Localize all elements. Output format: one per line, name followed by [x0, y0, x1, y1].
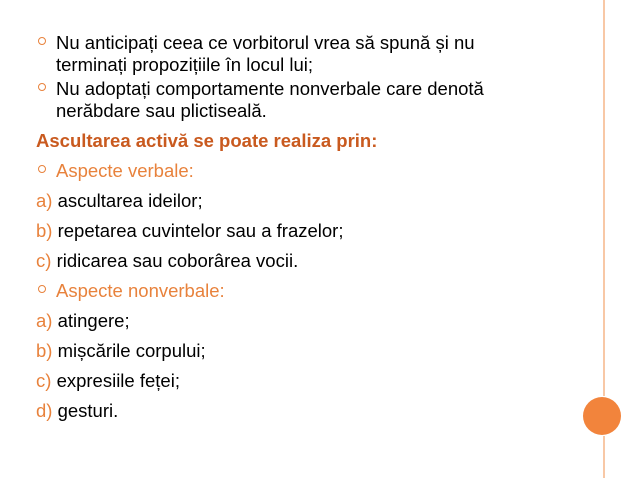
- list-item: [36, 250, 576, 272]
- bullet-icon: [38, 165, 46, 173]
- list-text: mișcările corpului;: [57, 340, 206, 361]
- bullet-item: [36, 78, 576, 122]
- section-heading: Ascultarea activă se poate realiza prin:: [36, 130, 378, 151]
- list-letter: d): [36, 400, 58, 421]
- slide-content: [36, 32, 576, 422]
- list-text: ascultarea ideilor;: [57, 190, 203, 211]
- bullet-item: [36, 32, 576, 76]
- list-item: [36, 400, 576, 422]
- list-letter: c): [36, 250, 57, 271]
- bullet-text-line: nerăbdare sau plictiseală.: [56, 100, 267, 121]
- list-letter: b): [36, 220, 58, 241]
- list-letter: a): [36, 190, 58, 211]
- bullet-text-line: terminați propozițiile în locul lui;: [56, 54, 314, 75]
- list-letter: c): [36, 370, 57, 391]
- list-item: [36, 370, 576, 392]
- list-text: repetarea cuvintelor sau a frazelor;: [57, 220, 344, 241]
- bullet-text-line: Nu adoptați comportamente nonverbale care denotă: [56, 78, 484, 99]
- list-text: gesturi.: [57, 400, 119, 421]
- list-text: expresiile feței;: [56, 370, 180, 391]
- list-item: [36, 310, 576, 332]
- bullet-icon: [38, 37, 46, 45]
- list-letter: a): [36, 310, 58, 331]
- bullet-icon: [38, 285, 46, 293]
- subsection-label: Aspecte verbale:: [56, 160, 194, 181]
- list-text: ridicarea sau coborârea vocii.: [56, 250, 299, 271]
- subsection-title: [36, 160, 576, 182]
- subsection-title: [36, 280, 576, 302]
- list-item: [36, 340, 576, 362]
- bullet-icon: [38, 83, 46, 91]
- subsection-label: Aspecte nonverbale:: [56, 280, 225, 301]
- list-text: atingere;: [57, 310, 130, 331]
- list-item: [36, 220, 576, 242]
- list-item: [36, 190, 576, 212]
- list-letter: b): [36, 340, 58, 361]
- bullet-text-line: Nu anticipați ceea ce vorbitorul vrea să spună și nu: [56, 32, 475, 53]
- decorative-orange-circle: [583, 397, 621, 435]
